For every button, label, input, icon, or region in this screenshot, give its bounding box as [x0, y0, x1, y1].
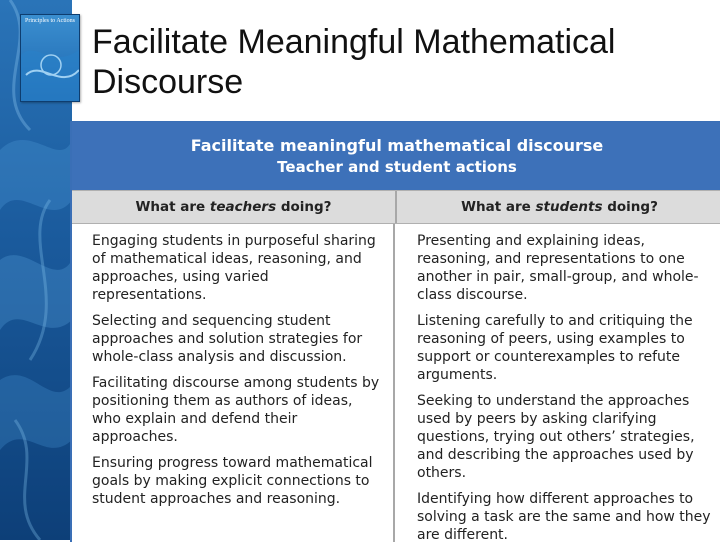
student-action-item: Presenting and explaining ideas, reasoning, and representations to one another in pair, small-group, and whole-class discourse.	[417, 233, 699, 303]
teachers-column-header: What are teachers doing?	[72, 191, 397, 223]
teacher-action-item: Facilitating discourse among students by positioning them as authors of ideas, who explain and defend their approaches.	[92, 375, 380, 445]
teacher-action-item: Selecting and sequencing student approaches and solution strategies for whole-class analysis and discussion.	[92, 313, 363, 365]
discourse-actions-table	[70, 121, 720, 542]
column-headers	[72, 190, 720, 224]
book-cover-title: Principles to Actions	[25, 18, 75, 24]
page-title-line1: Facilitate Meaningful Mathematical	[92, 23, 616, 61]
cover-wave-icon	[21, 15, 79, 101]
page-title-line2: Discourse	[92, 63, 244, 101]
page-title	[92, 22, 712, 102]
book-cover-image	[20, 14, 80, 102]
teacher-actions-column	[72, 224, 395, 542]
table-header	[72, 122, 720, 190]
students-column-header: What are students doing?	[461, 199, 658, 215]
table-header-title: Facilitate meaningful mathematical discourse	[190, 135, 604, 155]
student-action-item: Identifying how different approaches to solving a task are the same and how they are different.	[417, 491, 711, 542]
table-header-subtitle: Teacher and student actions	[277, 157, 517, 176]
student-actions-column	[395, 224, 720, 542]
teacher-action-item: Ensuring progress toward mathematical goals by making explicit connections to student approaches and reasoning.	[92, 455, 373, 507]
teacher-action-item: Engaging students in purposeful sharing of mathematical ideas, reasoning, and approaches, using varied representations.	[92, 233, 376, 303]
student-action-item: Seeking to understand the approaches used by peers by asking clarifying questions, trying out others’ strategies, and describing the approaches used by others.	[417, 393, 695, 481]
student-action-item: Listening carefully to and critiquing the reasoning of peers, using examples to support or counterexamples to refute arguments.	[417, 313, 693, 383]
